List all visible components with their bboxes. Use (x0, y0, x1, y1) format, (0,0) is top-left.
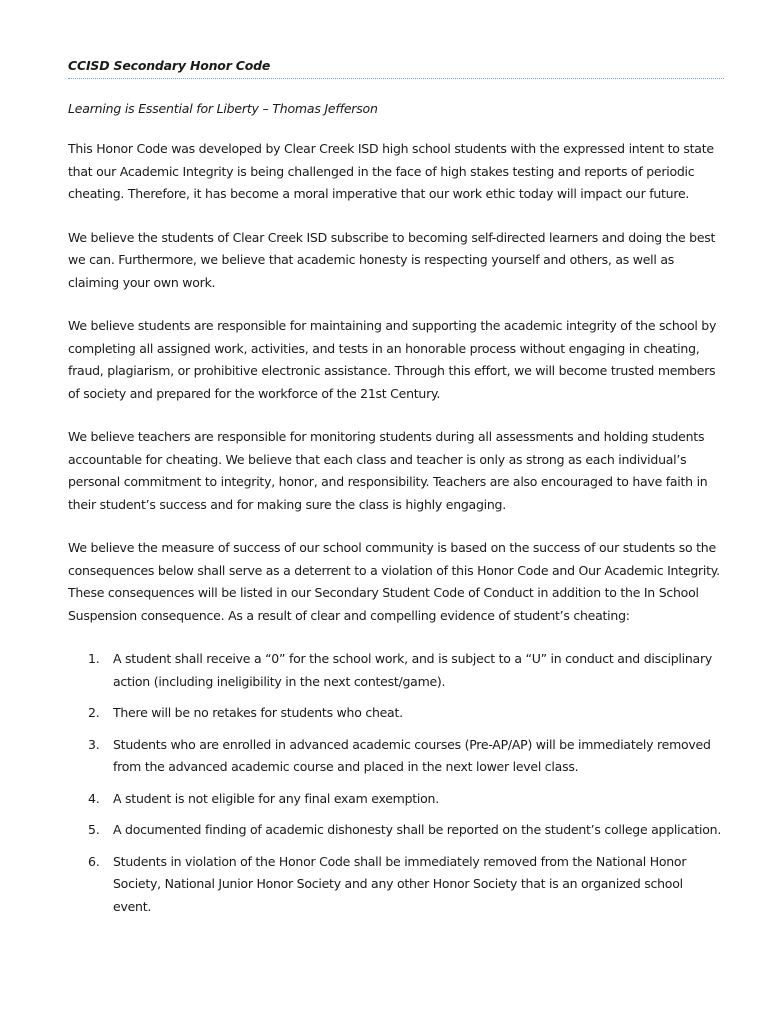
list-text: A student shall receive a “0” for the school work, and is subject to a “U” in conduct and disciplinary action (including ineligibility in the next contest/game). (113, 651, 712, 689)
list-number: 5. (88, 822, 100, 837)
list-text: A documented finding of academic dishonesty shall be reported on the student’s college application. (113, 822, 722, 837)
list-item (68, 648, 724, 693)
list-text: Students in violation of the Honor Code shall be immediately removed from the National Honor Society, National Junior Honor Society and any other Honor Society that is an organized school event. (113, 853, 687, 914)
paragraph-students-belief: We believe the students of Clear Creek ISD subscribe to becoming self-directed learners and doing the best we can. Furthermore, we believe that academic honesty is respecting yourself and others, as well as claiming your own work. (68, 229, 716, 290)
paragraph-consequences-intro: We believe the measure of success of our school community is based on the success of our students so the consequences below shall serve as a deterrent to a violation of this Honor Code and Our Academic Integrity. These consequences will be listed in our Secondary Student Code of Conduct in addition to the In School Suspension consequence. As a result of clear and compelling evidence of student’s cheating: (68, 540, 720, 623)
consequences-list (68, 648, 724, 918)
list-item (68, 734, 724, 779)
document-header: CCISD Secondary Honor Code (68, 58, 724, 79)
list-text: A student is not eligible for any final exam exemption. (113, 790, 439, 806)
paragraph-teacher-responsibility: We believe teachers are responsible for monitoring students during all assessments and holding students accountable for cheating. We believe that each class and teacher is only as strong as each individual’s personal commitment to integrity, honor, and responsibility. Teachers are also encouraged to have faith in their student’s success and for making sure the class is highly engaging. (68, 429, 708, 512)
list-item (68, 851, 724, 919)
list-number: 1. (88, 651, 100, 666)
list-text: There will be no retakes for students who cheat. (113, 705, 403, 720)
quote-line: Learning is Essential for Liberty – Thomas Jefferson (68, 101, 378, 116)
list-number: 4. (88, 790, 100, 806)
list-item (68, 788, 724, 811)
list-text: Students who are enrolled in advanced academic courses (Pre-AP/AP) will be immediately removed from the advanced academic course and placed in the next lower level class. (113, 736, 711, 774)
list-number: 3. (88, 736, 100, 752)
paragraph-student-responsibility: We believe students are responsible for maintaining and supporting the academic integrity of the school by completing all assigned work, activities, and tests in an honorable process without engaging in cheating, fraud, plagiarism, or prohibitive electronic assistance. Through this effort, we will become trusted members of society and prepared for the workforce of the 21st Century. (68, 318, 717, 401)
paragraph-intro: This Honor Code was developed by Clear Creek ISD high school students with the expressed intent to state that our Academic Integrity is being challenged in the face of high stakes testing and reports of periodic cheating. Therefore, it has become a moral imperative that our work ethic today will impact our future. (68, 141, 714, 201)
list-number: 6. (88, 853, 100, 869)
list-item (68, 819, 724, 842)
list-number: 2. (88, 705, 100, 720)
document-page (68, 58, 724, 927)
list-item (68, 702, 724, 725)
